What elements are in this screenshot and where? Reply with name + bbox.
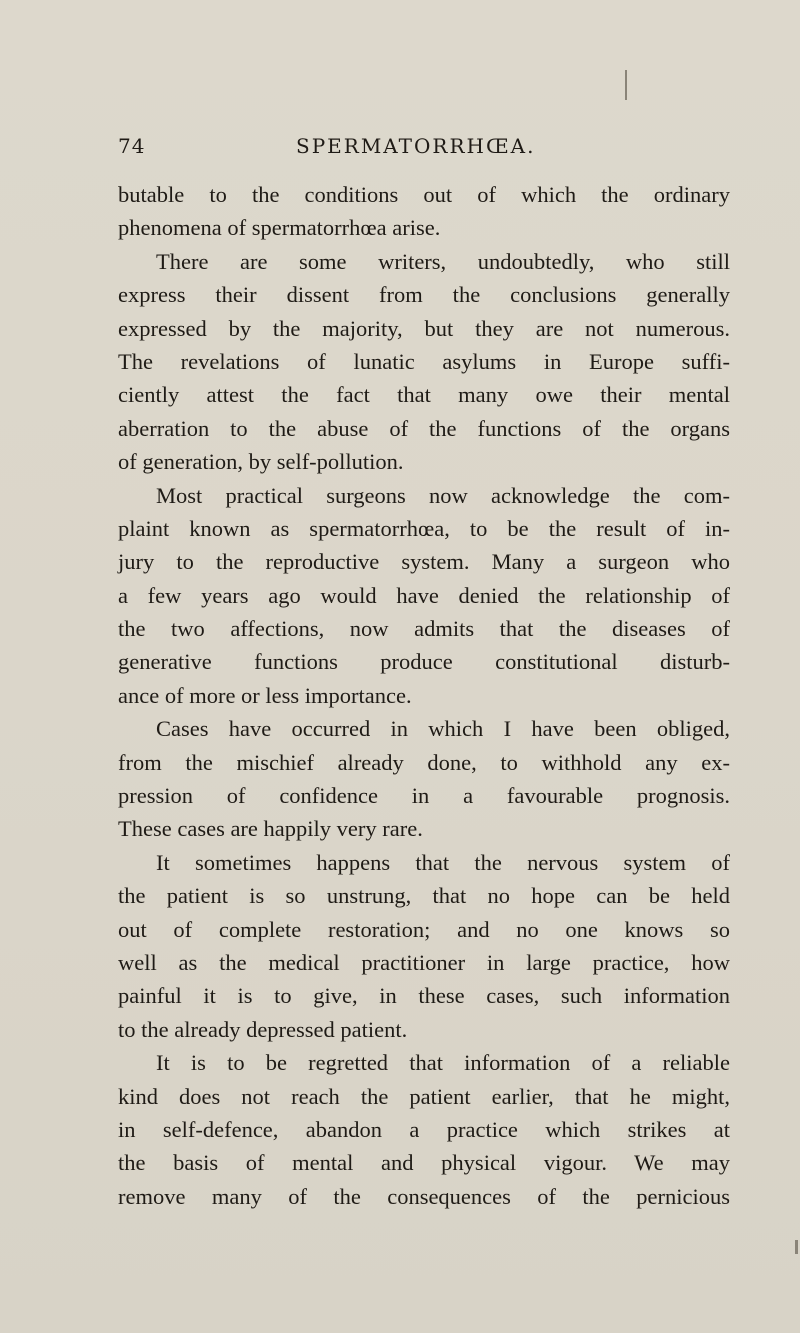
text-line: remove many of the consequences of the pernicious xyxy=(118,1183,730,1209)
text-line: These cases are happily very rare. xyxy=(118,816,423,842)
text-line: painful it is to give, in these cases, such information xyxy=(118,983,730,1009)
text-line: pression of confidence in a favourable prognosis. xyxy=(118,783,730,809)
text-line: to the already depressed patient. xyxy=(118,1016,408,1042)
text-line: ance of more or less importance. xyxy=(118,682,412,708)
text-line: Most practical surgeons now acknowledge the com- xyxy=(156,482,730,508)
text-line: well as the medical practitioner in large practice, how xyxy=(118,949,730,975)
text-line: ciently attest the fact that many owe their mental xyxy=(118,382,730,408)
text-line: of generation, by self-pollution. xyxy=(118,449,404,475)
text-line: butable to the conditions out of which the ordinary xyxy=(118,182,730,207)
text-line: the basis of mental and physical vigour. We may xyxy=(118,1150,730,1176)
text-line: It is to be regretted that information of a reliable xyxy=(156,1050,730,1076)
body-text xyxy=(118,178,730,1213)
text-line: aberration to the abuse of the functions of the organs xyxy=(118,415,730,441)
page-edge-mark xyxy=(795,1240,798,1254)
text-line: generative functions produce constitutional disturb- xyxy=(118,649,730,675)
text-line: phenomena of spermatorrhœa arise. xyxy=(118,215,441,241)
text-line: in self-defence, abandon a practice which strikes at xyxy=(118,1116,730,1142)
text-line: kind does not reach the patient earlier, that he might, xyxy=(118,1083,730,1109)
text-line: Cases have occurred in which I have been obliged, xyxy=(156,716,730,742)
text-line: a few years ago would have denied the relationship of xyxy=(118,582,730,608)
text-line: It sometimes happens that the nervous system of xyxy=(156,849,730,875)
running-title: SPERMATORRHŒA. xyxy=(296,134,536,158)
text-line: the two affections, now admits that the diseases of xyxy=(118,616,730,642)
running-head xyxy=(118,134,718,164)
text-line: plaint known as spermatorrhœa, to be the result of in- xyxy=(118,515,730,541)
text-line: jury to the reproductive system. Many a surgeon who xyxy=(118,549,730,575)
text-line: expressed by the majority, but they are not numerous. xyxy=(118,315,730,341)
text-line: express their dissent from the conclusions generally xyxy=(118,282,730,308)
text-line: from the mischief already done, to withhold any ex- xyxy=(118,749,730,775)
text-line: the patient is so unstrung, that no hope can be held xyxy=(118,883,730,909)
text-line: out of complete restoration; and no one knows so xyxy=(118,916,730,942)
text-line: The revelations of lunatic asylums in Europe suffi- xyxy=(118,348,730,374)
text-line: There are some writers, undoubtedly, who still xyxy=(156,248,730,274)
page-number: 74 xyxy=(118,134,146,158)
page-edge-mark xyxy=(625,70,627,100)
